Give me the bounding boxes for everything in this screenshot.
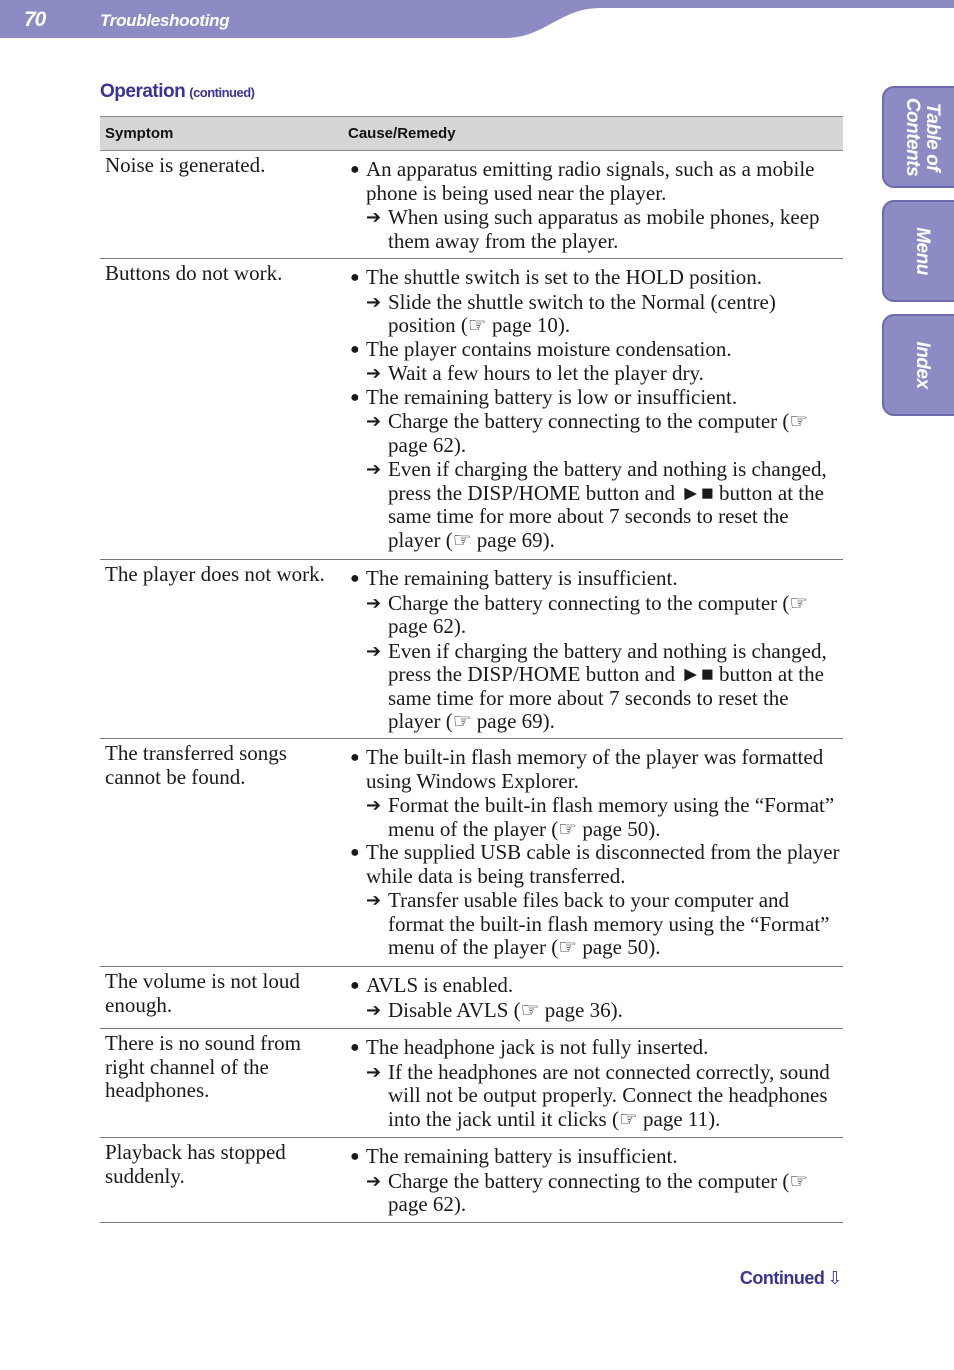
remedy-text: Disable AVLS (☞ page 36).	[388, 997, 623, 1022]
remedy-text: Transfer usable files back to your computer and format the built-in flash memory using the “Format” menu of the player (☞ page 50).	[388, 888, 830, 959]
symptom-cell: The player does not work.	[105, 562, 325, 586]
troubleshooting-table	[100, 116, 843, 1223]
heading-title: Operation	[100, 81, 186, 102]
remedy-item	[350, 640, 843, 734]
bullet-icon: ●	[350, 269, 360, 286]
arrow-right-icon: ➔	[366, 592, 382, 614]
remedy-text: Even if charging the battery and nothing is changed, press the DISP/HOME button and ►■ button at the same time for more about 7 seconds to reset the player (☞ page 69).	[388, 638, 827, 733]
cause-cell	[343, 259, 843, 559]
table-header	[100, 116, 843, 151]
bullet-icon: ●	[350, 749, 360, 766]
bullet-icon: ●	[350, 1148, 360, 1165]
arrow-right-icon: ➔	[366, 795, 382, 816]
section-title: Troubleshooting	[100, 11, 230, 30]
page-number: 70	[24, 8, 46, 31]
cause-item	[350, 1145, 843, 1169]
bullet-icon: ●	[350, 1039, 360, 1056]
bullet-icon: ●	[350, 570, 360, 587]
arrow-right-icon: ➔	[366, 1170, 382, 1192]
remedy-text: When using such apparatus as mobile phones, keep them away from the player.	[388, 205, 820, 253]
tab-menu-label: Menu	[912, 227, 933, 275]
symptom-cell: The volume is not loud enough.	[105, 969, 300, 1017]
symptom-column-header: Symptom	[105, 125, 174, 142]
symptom-cell: Playback has stopped suddenly.	[105, 1140, 286, 1188]
remedy-item	[350, 592, 843, 639]
cause-item	[350, 338, 843, 362]
cause-item	[350, 567, 843, 591]
down-arrow-icon: ⇩	[827, 1268, 842, 1289]
remedy-text: Charge the battery connecting to the computer (☞ page 62).	[388, 590, 809, 638]
cause-cell	[343, 1138, 843, 1222]
remedy-item	[350, 458, 843, 552]
table-row	[100, 1138, 843, 1223]
continued-label[interactable]	[740, 1268, 842, 1289]
arrow-right-icon: ➔	[366, 207, 382, 228]
cause-text: The headphone jack is not fully inserted.	[366, 1035, 709, 1059]
remedy-text: Wait a few hours to let the player dry.	[388, 361, 704, 385]
cause-item	[350, 746, 843, 793]
table-row	[100, 1029, 843, 1138]
arrow-right-icon: ➔	[366, 1061, 382, 1083]
remedy-text: Format the built-in flash memory using the “Format” menu of the player (☞ page 50).	[388, 793, 835, 841]
remedy-item	[350, 410, 843, 457]
bullet-icon: ●	[350, 977, 360, 994]
cause-item	[350, 386, 843, 410]
remedy-item	[350, 291, 843, 338]
arrow-right-icon: ➔	[366, 459, 382, 480]
table-body	[100, 151, 843, 1223]
arrow-right-icon: ➔	[366, 640, 382, 662]
arrow-right-icon: ➔	[366, 411, 382, 432]
tab-table-of-contents[interactable]	[882, 86, 954, 188]
cause-column-header: Cause/Remedy	[348, 125, 456, 142]
cause-item	[350, 266, 843, 290]
cause-item	[350, 1036, 843, 1060]
cause-text: An apparatus emitting radio signals, such as a mobile phone is being used near the player.	[366, 157, 815, 205]
cause-cell	[343, 1029, 843, 1137]
arrow-right-icon: ➔	[366, 999, 382, 1021]
cause-item	[350, 158, 843, 205]
remedy-text: Even if charging the battery and nothing is changed, press the DISP/HOME button and ►■ button at the same time for more about 7 seconds to reset the player (☞ page 69).	[388, 457, 827, 552]
cause-cell	[343, 739, 843, 966]
remedy-item	[350, 362, 843, 386]
cause-item	[350, 841, 843, 888]
remedy-item	[350, 1061, 843, 1132]
cause-cell	[343, 560, 843, 738]
table-row	[100, 259, 843, 560]
cause-text: The remaining battery is insufficient.	[366, 566, 678, 590]
arrow-right-icon: ➔	[366, 890, 382, 911]
symptom-cell: The transferred songs cannot be found.	[105, 741, 287, 789]
header-band	[0, 0, 954, 40]
cause-text: The supplied USB cable is disconnected from the player while data is being transferred.	[366, 840, 840, 888]
cause-cell	[343, 151, 843, 258]
cause-text: The built-in flash memory of the player was formatted using Windows Explorer.	[366, 745, 824, 793]
tab-index-label: Index	[912, 341, 933, 389]
operation-heading	[100, 81, 255, 103]
cause-item	[350, 974, 843, 998]
cause-text: The player contains moisture condensation.	[366, 336, 732, 361]
cause-cell	[343, 967, 843, 1028]
cause-text: AVLS is enabled.	[366, 973, 514, 997]
cause-text: The remaining battery is insufficient.	[366, 1144, 678, 1168]
arrow-right-icon: ➔	[366, 363, 382, 384]
bullet-icon: ●	[350, 161, 360, 178]
table-row	[100, 560, 843, 739]
tab-table-of-contents-label: Table of Contents	[902, 97, 943, 177]
remedy-item	[350, 794, 843, 841]
heading-suffix: (continued)	[189, 85, 255, 100]
symptom-cell: There is no sound from right channel of the headphones.	[105, 1031, 301, 1102]
remedy-item	[350, 1170, 843, 1217]
symptom-cell: Noise is generated.	[105, 153, 266, 177]
symptom-cell: Buttons do not work.	[105, 261, 283, 285]
continued-text: Continued	[739, 1268, 825, 1288]
bullet-icon: ●	[350, 388, 360, 406]
remedy-text: Slide the shuttle switch to the Normal (centre) position (☞ page 10).	[388, 289, 776, 337]
bullet-icon: ●	[350, 844, 360, 861]
bullet-icon: ●	[350, 340, 360, 358]
remedy-item	[350, 999, 843, 1023]
cause-text: The remaining battery is low or insufficient.	[366, 384, 738, 409]
cause-text: The shuttle switch is set to the HOLD position.	[366, 265, 763, 289]
table-row	[100, 739, 843, 967]
tab-index[interactable]	[882, 314, 954, 416]
remedy-text: Charge the battery connecting to the computer (☞ page 62).	[388, 1168, 809, 1216]
remedy-text: If the headphones are not connected correctly, sound will not be output properly. Connect the headphones into the jack until it clicks (☞ page 11).	[388, 1059, 830, 1131]
table-row	[100, 967, 843, 1029]
remedy-text: Charge the battery connecting to the computer (☞ page 62).	[388, 409, 809, 457]
remedy-item	[350, 206, 843, 253]
tab-menu[interactable]	[882, 200, 954, 302]
arrow-right-icon: ➔	[366, 291, 382, 313]
remedy-item	[350, 889, 843, 960]
table-row	[100, 151, 843, 259]
